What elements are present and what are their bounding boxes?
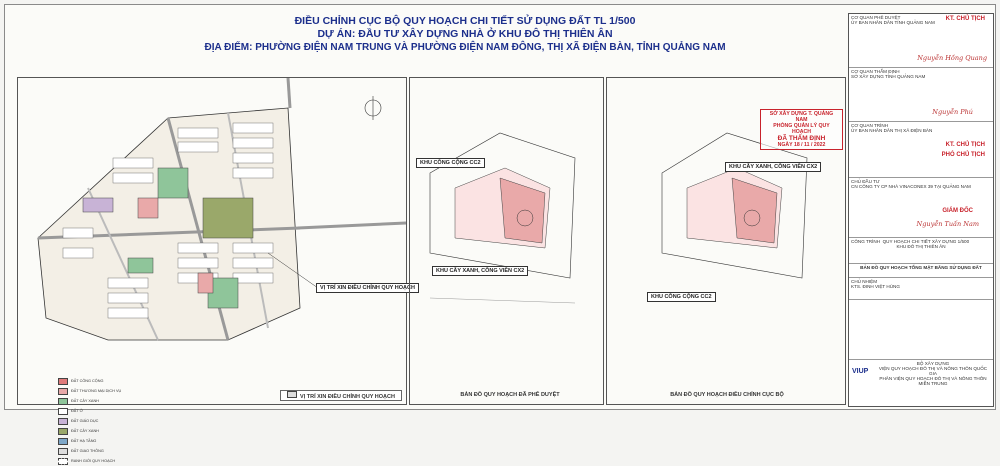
tb-label: ỦY BAN NHÂN DÂN TỈNH QUẢNG NAM xyxy=(851,20,935,25)
title-line-1: ĐIỀU CHỈNH CỤC BỘ QUY HOẠCH CHI TIẾT SỬ DỤNG ĐẤT TL 1/500 xyxy=(294,15,636,27)
legend-swatch xyxy=(58,378,68,385)
legend-label: ĐẤT CÂY XANH xyxy=(71,429,99,433)
stamp-date: NGÀY 18 / 11 / 2022 xyxy=(777,142,826,148)
title-line-2: DỰ ÁN: ĐẦU TƯ XÂY DỰNG NHÀ Ở KHU ĐÔ THỊ THIÊN ÂN xyxy=(317,28,613,40)
tb-project-row xyxy=(849,238,993,264)
panel1-caption-text: VỊ TRÍ XIN ĐIỀU CHỈNH QUY HOẠCH xyxy=(300,394,395,400)
tb-role: KT. CHỦ TỊCH xyxy=(945,16,985,22)
stamp-line: ĐÃ THẨM ĐỊNH xyxy=(777,135,826,142)
tb-label: KHU ĐÔ THỊ THIÊN ÂN xyxy=(896,244,946,249)
land-use-legend xyxy=(58,376,128,466)
approved-plan-drawing xyxy=(410,78,603,404)
tb-signer-name: Nguyễn Hồng Quang xyxy=(917,54,987,62)
legend-swatch xyxy=(58,408,68,415)
tb-label: QUY HOẠCH CHI TIẾT XÂY DỰNG 1/500 xyxy=(882,239,970,244)
legend-item xyxy=(58,406,128,416)
legend-item xyxy=(58,396,128,406)
panel1-caption xyxy=(280,390,402,401)
tb-label: CN CÔNG TY CP NHÀ VINACONEX 39 TẠI QUẢNG NAM xyxy=(851,184,971,189)
tb-signer-name: Nguyễn Tuấn Nam xyxy=(916,220,979,228)
legend-swatch xyxy=(58,438,68,445)
tb-lead-row xyxy=(849,278,993,300)
legend-swatch xyxy=(58,418,68,425)
legend-swatch xyxy=(58,388,68,395)
tb-institute-row xyxy=(849,360,993,386)
legend-swatch xyxy=(58,398,68,405)
tb-label: BỘ XÂY DỰNG xyxy=(916,361,950,366)
legend-swatch xyxy=(58,458,68,465)
legend-label: ĐẤT GIÁO DỤC xyxy=(71,419,99,423)
legend-item xyxy=(58,416,128,426)
cx2-label: KHU CÂY XANH, CÔNG VIÊN CX2 xyxy=(432,266,528,276)
institute-logo: VIUP xyxy=(852,368,869,375)
tb-label: CƠ QUAN TRÌNH xyxy=(851,123,889,128)
tb-label: VIỆN QUY HOẠCH ĐÔ THỊ VÀ NÔNG THÔN QUỐC GIA xyxy=(878,366,988,376)
adjustment-location-callout: VỊ TRÍ XIN ĐIỀU CHỈNH QUY HOẠCH xyxy=(316,283,419,293)
legend-label: ĐẤT THƯƠNG MẠI DỊCH VỤ xyxy=(71,389,122,393)
tb-role: GIÁM ĐỐC xyxy=(942,208,973,214)
cx2-label-adjusted: KHU CÂY XANH, CÔNG VIÊN CX2 xyxy=(725,162,821,172)
legend-item xyxy=(58,436,128,446)
cc2-label-adjusted: KHU CÔNG CỘNG CC2 xyxy=(647,292,716,302)
review-stamp xyxy=(760,109,843,150)
tb-label: PHÂN VIỆN QUY HOẠCH ĐÔ THỊ VÀ NÔNG THÔN MIỀN TRUNG xyxy=(879,376,987,386)
tb-drawing-title: BẢN ĐỒ QUY HOẠCH TỔNG MẶT BẰNG SỬ DỤNG ĐẤT xyxy=(849,264,993,278)
tb-label: CHỦ ĐẦU TƯ xyxy=(851,179,880,184)
tb-owner-row xyxy=(849,178,993,238)
legend-item xyxy=(58,456,128,466)
approved-plan-panel xyxy=(409,77,604,405)
legend-item xyxy=(58,376,128,386)
tb-label: CƠ QUAN PHÊ DUYỆT xyxy=(851,15,901,20)
masterplan-panel xyxy=(17,77,415,463)
tb-role: KT. CHỦ TỊCH xyxy=(945,142,985,148)
tb-label: SỞ XÂY DỰNG TỈNH QUẢNG NAM xyxy=(851,74,926,79)
legend-label: ĐẤT GIAO THÔNG xyxy=(71,449,104,453)
cc2-label: KHU CÔNG CỘNG CC2 xyxy=(416,158,485,168)
legend-label: ĐẤT Ở xyxy=(71,409,83,413)
title-line-3: ĐỊA ĐIỂM: PHƯỜNG ĐIỆN NAM TRUNG VÀ PHƯỜNG ĐIỆN NAM ĐÔNG, THỊ XÃ ĐIỆN BÀN, TỈNH QUẢNG NAM xyxy=(204,42,726,53)
adjusted-plan-caption: BẢN ĐỒ QUY HOẠCH ĐIỀU CHỈNH CỤC BỘ xyxy=(670,392,784,398)
tb-label: CÔNG TRÌNH xyxy=(851,239,881,244)
tb-label: CƠ QUAN THẨM ĐỊNH xyxy=(851,69,900,74)
approved-plan-caption: BẢN ĐỒ QUY HOẠCH ĐÃ PHÊ DUYỆT xyxy=(460,392,560,398)
tb-label: ỦY BAN NHÂN DÂN THỊ XÃ ĐIỆN BÀN xyxy=(851,128,933,133)
drawing-sheet xyxy=(4,4,996,463)
tb-label: CHỦ NHIỆM xyxy=(851,279,878,284)
legend-label: ĐẤT HẠ TẦNG xyxy=(71,439,97,443)
tb-role: PHÓ CHỦ TỊCH xyxy=(941,152,985,158)
sheet-title-block xyxy=(155,15,775,54)
legend-swatch xyxy=(58,448,68,455)
stamp-line: SỞ XÂY DỰNG T. QUẢNG NAM xyxy=(769,111,834,123)
legend-label: ĐẤT CÔNG CỘNG xyxy=(71,379,104,383)
tb-signer-name: Nguyễn Phú xyxy=(932,108,973,116)
tb-review-row xyxy=(849,68,993,122)
legend-swatch xyxy=(58,428,68,435)
stamp-line: PHÒNG QUẢN LÝ QUY HOẠCH xyxy=(773,123,830,135)
legend-item xyxy=(58,446,128,456)
legend-item xyxy=(58,386,128,396)
tb-label: KTS. ĐINH VIỆT HÙNG xyxy=(851,284,900,289)
masterplan-drawing xyxy=(18,78,406,404)
legend-label: RANH GIỚI QUY HOẠCH xyxy=(71,459,116,463)
legend-item xyxy=(58,426,128,436)
tb-approval-row xyxy=(849,14,993,68)
legend-label: ĐẤT CÂY XANH xyxy=(71,399,99,403)
tb-submit-row xyxy=(849,122,993,178)
title-block xyxy=(848,13,994,407)
